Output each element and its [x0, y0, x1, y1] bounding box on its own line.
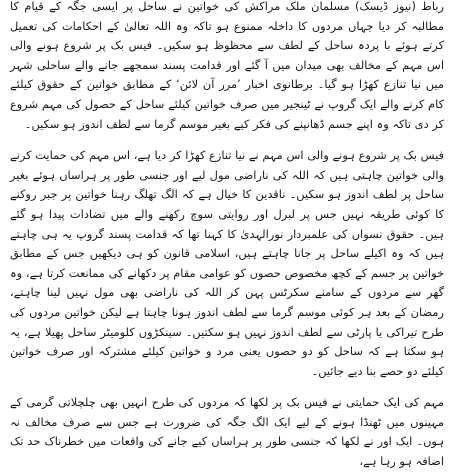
- article-paragraph-supporters: مہم کی ایک حمایتی نے فیس بک پر لکھا کہ مردوں کی طرح انہیں بھی چلچلاتی گرمی کے مہینوں میں ٹھنڈا ہونے کے لیے ایک الگ جگہ کی ضرورت ہے جس سے صرف مخالف نہ ہوں۔ ایک اور نے لکھا کہ جنسی طور پر ہراساں کیے جانے کی واقعات میں خطرناک حد تک اضافہ ہو رہا ہے،: [10, 395, 444, 469]
- article-paragraph-controversy: فیس بک پر شروع ہونے والی اس مہم نے نیا تنازع کھڑا کر دیا ہے، اس مہم کی حمایت کرنے والی خواتین چاہتی ہیں کہ اللہ کی ناراضی مول لیے اور جنسی طور پر ہراساں ہوئے بغیر ساحل پر لطف اندوز ہو سکیں۔ ناقدین کا خیال ہے کہ الگ تھلگ رہنا خواتین پر جبر روکنے کا کوئی طریقہ نہیں جس پر لبرل اور روایتی سوچ رکھنے والے میں تضادات پیدا ہو گئے ہیں۔ حقوق نسواں کی علمبردار نورالہدیٰ کا کہنا تھا کہ قدامت پسند گروپ یہ ہی چاہتے ہیں کہ وہ اکیلے ساحل پر جانا چاہتے ہیں، اسلامی قانون کو ہی دیکھیں جس کے مطابق خواتین پر جسم کے کچھ مخصوص حصوں کو عوامی مقام پر دکھانے کی ممانعت کرتا ہے، وہ گھر سے مردوں کے سامنے سکرٹس پہن کر اللہ کی ناراضی بھی مول نہیں لینا چاہتے، رمضان کے بعد ہر کوئی موسم گرما سے لطف اندوز ہونا چاہتا ہے لیکن خواتین مردوں کی طرح تیراکی یا پارٹی سے لطف اندوز نہیں ہو سکتیں۔ سینکڑوں کلومیٹر ساحل پھیلا ہے، یہ ہو سکتا ہے کہ ساحل کو دو حصوں یعنی مرد و خواتین کیلئے مشترکہ اور صرف خواتین کیلئے دو حصے بنا دیے جائیں۔: [10, 148, 444, 378]
- article-paragraph-intro: رباط (نیوز ڈیسک) مسلمان ملک مراکش کی خواتین نے ساحل پر ایسی جگہ کے قیام کا مطالبہ کر دیا جہاں مردوں کا داخلہ ممنوع ہو تاکہ وہ اللہ تعالیٰ کے احکامات کی تعمیل کرتے ہوئے با پردہ ساحل کے لطف سے محظوظ ہو سکیں۔ فیس بک پر شروع ہونے والی اس مہم کے مخالف بھی میدان میں آ گئے اور قدامت پسند سمجھے جانے والے ساحلی شہر میں نیا تنازع کھڑا ہو گیا۔ برطانوی اخبار ’مرر آن لائن‘ کے مطابق خواتین کے حقوق کیلئے کام کرنے والے ایک گروپ نے ٹینجیر میں صرف خواتین کیلئے ساحل کے حصول کی مہم شروع کر دی تاکہ وہ اپنے جسم ڈھانپنے کی فکر کیے بغیر موسم گرما سے لطف اندوز ہو سکیں۔: [10, 0, 444, 131]
- article-body: [10, 0, 444, 469]
